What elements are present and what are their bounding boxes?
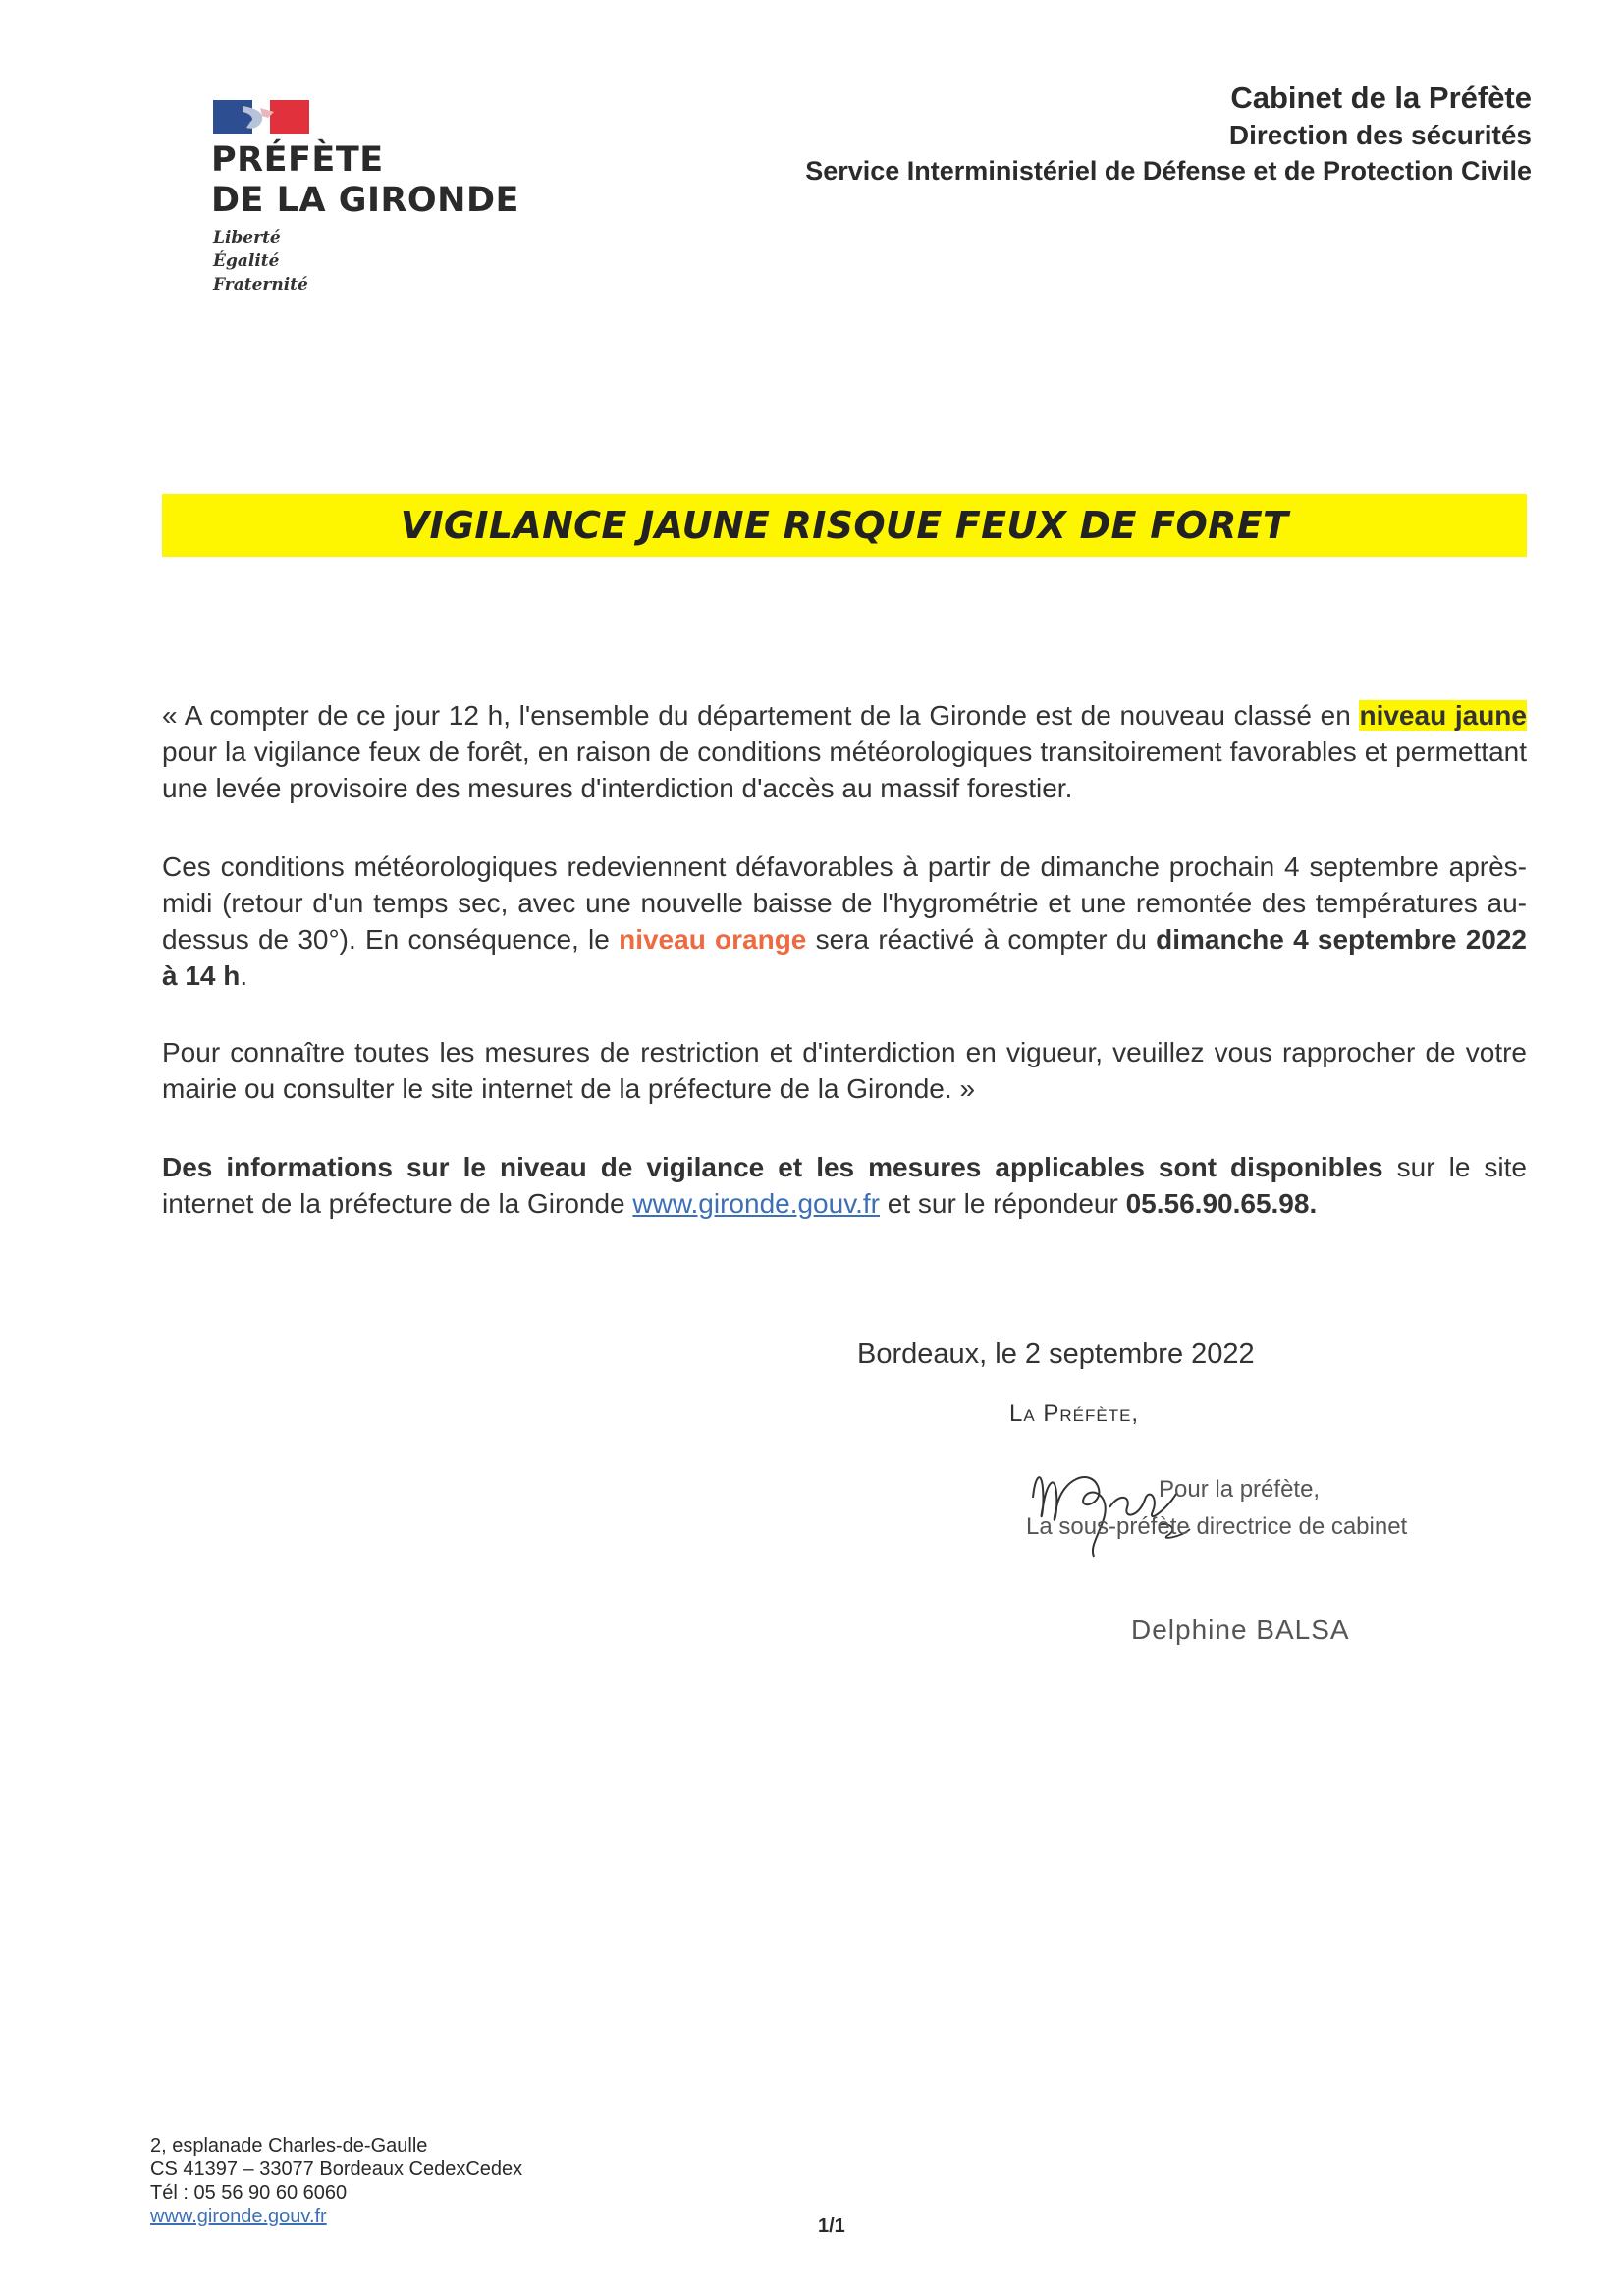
service-title: Service Interministériel de Défense et de Protection Civile: [805, 156, 1532, 186]
prefecture-logo-name: [211, 140, 519, 221]
p4-text-middle: sur le site internet de la préfecture de la Gironde: [162, 1152, 1527, 1219]
motto-fraternite: Fraternité: [213, 275, 308, 295]
paragraph-conditions: [162, 848, 1527, 994]
prefecture-website-link[interactable]: www.gironde.gouv.fr: [632, 1188, 881, 1219]
document-title: VIGILANCE JAUNE RISQUE FEUX DE FORET: [400, 504, 1289, 547]
republic-motto: [213, 226, 308, 297]
paragraph-information: [162, 1149, 1527, 1222]
paragraph-restrictions: Pour connaître toutes les mesures de restriction et d'interdiction en vigueur, veuillez vous rapprocher de votre mairie ou consulter le site internet de la préfecture de la Gironde. »: [162, 1037, 1527, 1104]
signatory-role: La Préfète,: [1009, 1400, 1140, 1427]
footer-address: [150, 2134, 522, 2228]
p1-text-end: pour la vigilance feux de forêt, en raison de conditions météorologiques transitoirement favorables et permettant une levée provisoire des mesures d'interdiction d'accès au massif forestier.: [162, 737, 1527, 803]
issuing-office-header: [805, 79, 1532, 189]
p4-bold-text: Des informations sur le niveau de vigilance et les mesures applicables sont disponibles: [162, 1152, 1383, 1182]
orange-level-text: niveau orange: [619, 924, 807, 955]
footer-phone: Tél : 05 56 90 60 6060: [150, 2182, 348, 2204]
footer-postal: CS 41397 – 33077 Bordeaux CedexCedex: [150, 2159, 523, 2180]
reactivation-date: dimanche 4 septembre 2022 à 14 h: [162, 924, 1528, 991]
yellow-level-highlight: niveau jaune: [1359, 700, 1527, 731]
motto-egalite: Égalité: [213, 251, 280, 271]
p4-text-end: et sur le répondeur: [880, 1188, 1126, 1219]
logo-line-2: DE LA GIRONDE: [211, 181, 519, 220]
p2-text-middle: sera réactivé à compter du: [806, 924, 1157, 955]
page-number: 1/1: [818, 2215, 845, 2237]
signature-delegation: Pour la préfète,: [1159, 1476, 1321, 1503]
paragraph-announcement: [162, 697, 1527, 806]
logo-line-1: PRÉFÈTE: [211, 140, 384, 180]
signer-name: Delphine BALSA: [1131, 1614, 1350, 1645]
footer-website-link[interactable]: www.gironde.gouv.fr: [150, 2206, 327, 2227]
signature-subtitle: La sous-préfète directrice de cabinet: [1026, 1513, 1408, 1540]
p2-text-end: .: [240, 960, 248, 991]
direction-title: Direction des sécurités: [1228, 120, 1532, 150]
footer-street: 2, esplanade Charles-de-Gaulle: [150, 2135, 428, 2157]
hotline-phone-number: 05.56.90.65.98.: [1125, 1188, 1318, 1219]
motto-liberte: Liberté: [213, 228, 281, 247]
p1-text-start: « A compter de ce jour 12 h, l'ensemble du département de la Gironde est de nouveau classé en: [162, 700, 1360, 731]
p2-text-start: Ces conditions météorologiques redeviennent défavorables à partir de dimanche prochain 4 septembre après-midi (retour d'un temps sec, avec une nouvelle baisse de l'hygrométrie et une remontée des températures au-dessus de 30°). En conséquence, le: [162, 851, 1527, 955]
cabinet-title: Cabinet de la Préfète: [1230, 81, 1532, 115]
place-and-date: Bordeaux, le 2 septembre 2022: [857, 1339, 1255, 1370]
marianne-flag-logo: [213, 98, 309, 136]
title-banner: [162, 494, 1527, 557]
